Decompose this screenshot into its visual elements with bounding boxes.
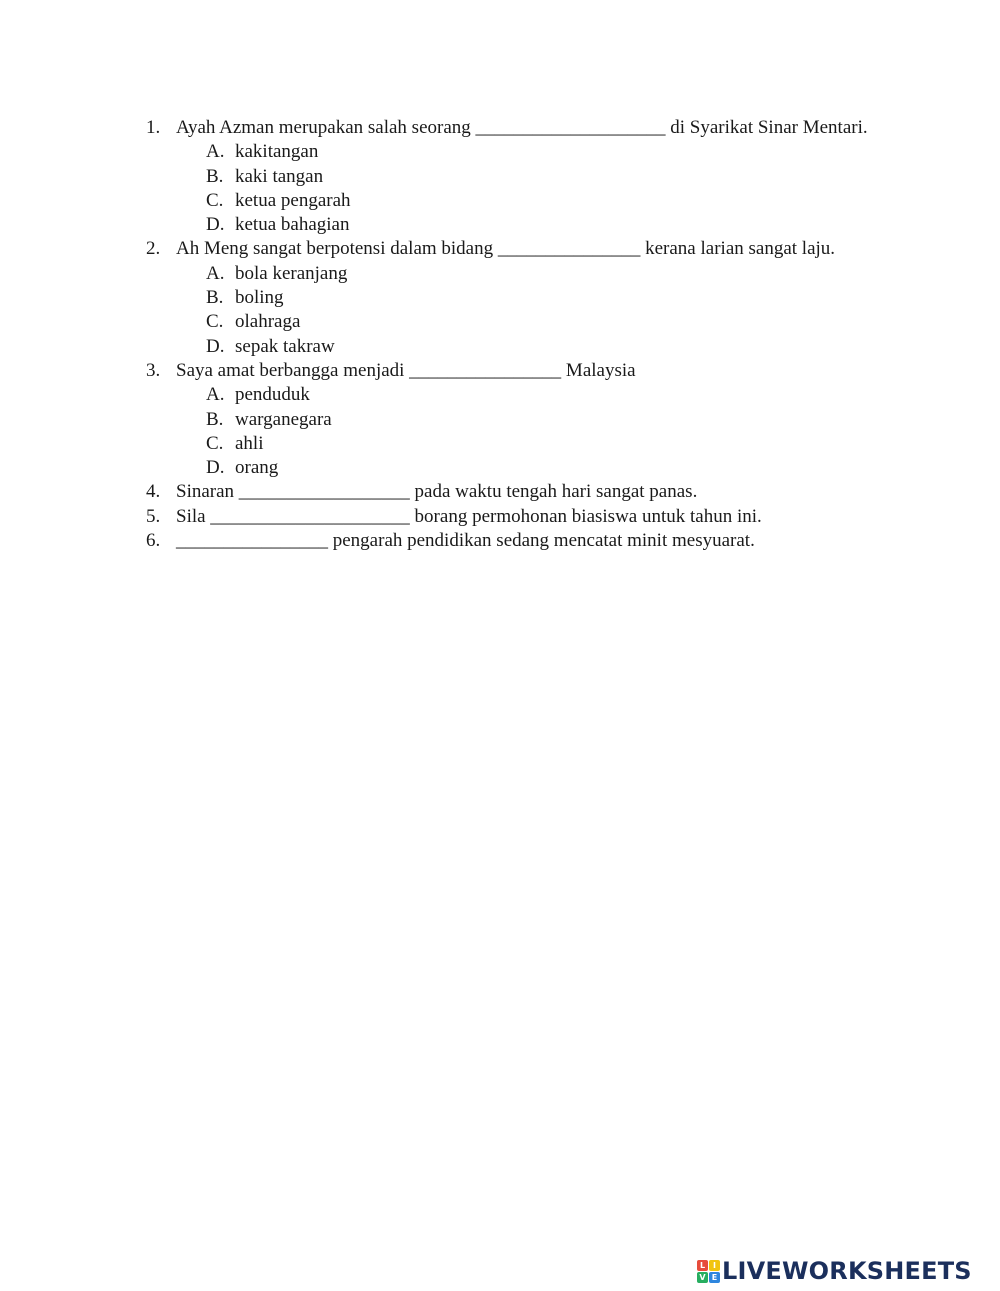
question-number: 5. [146, 505, 161, 527]
option-row [0, 262, 1000, 286]
option-letter: C. [206, 189, 224, 211]
question-row [0, 116, 1000, 140]
option-letter: D. [206, 214, 225, 236]
option-letter: C. [206, 311, 224, 333]
question-text: ________________ pengarah pendidikan sedang mencatat minit mesyuarat. [176, 530, 755, 552]
option-letter: D. [206, 335, 225, 357]
question-number: 4. [146, 481, 161, 503]
logo-tiles-icon [697, 1260, 720, 1283]
option-text: ketua bahagian [235, 214, 350, 236]
option-text: ketua pengarah [235, 189, 351, 211]
logo-tile: V [697, 1272, 708, 1283]
option-row [0, 286, 1000, 310]
question-row [0, 505, 1000, 529]
option-text: orang [235, 457, 279, 479]
question-row [0, 529, 1000, 553]
option-row [0, 456, 1000, 480]
option-row [0, 383, 1000, 407]
question-5 [0, 505, 1000, 529]
logo-tile: I [709, 1260, 720, 1271]
option-text: penduduk [235, 384, 310, 406]
question-3 [0, 359, 1000, 480]
option-text: kaki tangan [235, 165, 324, 187]
logo-tile: L [697, 1260, 708, 1271]
question-6 [0, 529, 1000, 553]
question-row [0, 359, 1000, 383]
option-row [0, 432, 1000, 456]
question-text: Ah Meng sangat berpotensi dalam bidang _______________ kerana larian sangat laju. [176, 238, 836, 260]
question-text: Sinaran __________________ pada waktu tengah hari sangat panas. [176, 481, 698, 503]
question-number: 3. [146, 359, 161, 381]
option-row [0, 189, 1000, 213]
option-row [0, 165, 1000, 189]
question-2 [0, 237, 1000, 358]
question-number: 2. [146, 238, 161, 260]
option-text: boling [235, 287, 284, 309]
option-row [0, 335, 1000, 359]
option-row [0, 213, 1000, 237]
option-row [0, 408, 1000, 432]
liveworksheets-logo [697, 1256, 972, 1286]
option-letter: A. [206, 262, 225, 284]
question-text: Ayah Azman merupakan salah seorang ____________________ di Syarikat Sinar Mentari. [176, 117, 868, 138]
option-text: olahraga [235, 311, 301, 333]
question-number: 1. [146, 117, 161, 138]
option-row [0, 310, 1000, 334]
option-text: kakitangan [235, 141, 319, 163]
option-letter: B. [206, 165, 224, 187]
logo-tile: E [709, 1272, 720, 1283]
question-text: Sila _____________________ borang permohonan biasiswa untuk tahun ini. [176, 505, 762, 527]
option-text: ahli [235, 432, 264, 454]
option-letter: B. [206, 408, 224, 430]
question-text: Saya amat berbangga menjadi ________________ Malaysia [176, 359, 636, 381]
option-row [0, 140, 1000, 164]
question-1 [0, 116, 1000, 237]
question-number: 6. [146, 530, 161, 552]
option-text: sepak takraw [235, 335, 335, 357]
logo-text: LIVEWORKSHEETS [722, 1257, 972, 1285]
option-letter: D. [206, 457, 225, 479]
option-letter: B. [206, 287, 224, 309]
option-letter: C. [206, 432, 224, 454]
worksheet [0, 116, 1000, 553]
option-letter: A. [206, 384, 225, 406]
question-4 [0, 480, 1000, 504]
question-row [0, 480, 1000, 504]
option-text: warganegara [235, 408, 332, 430]
question-row [0, 237, 1000, 261]
option-letter: A. [206, 141, 225, 163]
option-text: bola keranjang [235, 262, 348, 284]
